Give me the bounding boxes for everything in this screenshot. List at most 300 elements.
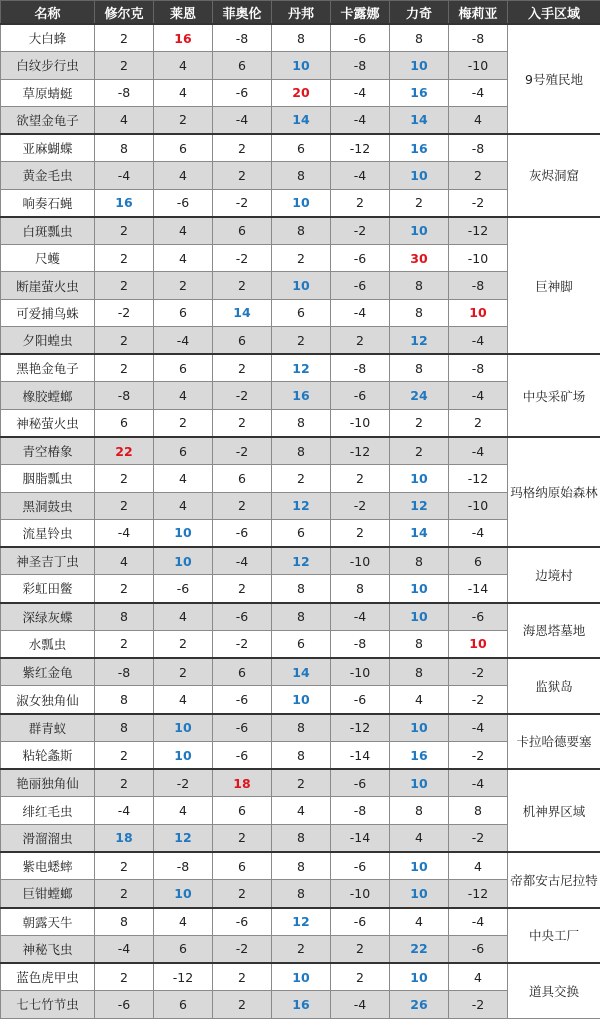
bug-name: 草原蜻蜓 bbox=[1, 79, 95, 106]
affinity-value bbox=[213, 880, 272, 908]
value-text: 8 bbox=[297, 581, 305, 596]
value-text: 6 bbox=[474, 554, 482, 569]
value-text: -2 bbox=[177, 776, 189, 791]
value-text: 2 bbox=[238, 970, 246, 985]
affinity-value bbox=[272, 217, 331, 245]
acquisition-area: 机神界区域 bbox=[508, 769, 600, 852]
affinity-value bbox=[95, 741, 154, 769]
affinity-value bbox=[331, 547, 390, 575]
value-text: 30 bbox=[410, 251, 427, 266]
header-row bbox=[1, 1, 600, 25]
value-text: 16 bbox=[410, 85, 427, 100]
value-text: 2 bbox=[179, 665, 187, 680]
value-text: 16 bbox=[410, 141, 427, 156]
value-text: -4 bbox=[236, 554, 248, 569]
value-text: 8 bbox=[297, 748, 305, 763]
value-text: 2 bbox=[238, 498, 246, 513]
affinity-value bbox=[331, 630, 390, 658]
table-row bbox=[1, 134, 600, 162]
value-text: -4 bbox=[472, 85, 484, 100]
affinity-value bbox=[390, 575, 449, 603]
value-text: 2 bbox=[120, 251, 128, 266]
affinity-value bbox=[449, 79, 508, 106]
affinity-value bbox=[390, 714, 449, 742]
affinity-value bbox=[95, 245, 154, 272]
affinity-value bbox=[213, 409, 272, 437]
value-text: 6 bbox=[179, 141, 187, 156]
affinity-value bbox=[390, 437, 449, 465]
value-text: -4 bbox=[472, 914, 484, 929]
affinity-value bbox=[95, 686, 154, 714]
value-text: 12 bbox=[292, 361, 309, 376]
acquisition-area: 道具交换 bbox=[508, 963, 600, 1018]
table-row bbox=[1, 24, 600, 52]
affinity-value bbox=[213, 162, 272, 189]
affinity-value bbox=[449, 326, 508, 354]
value-text: 2 bbox=[120, 886, 128, 901]
value-text: 2 bbox=[179, 415, 187, 430]
affinity-value bbox=[331, 714, 390, 742]
value-text: 2 bbox=[120, 636, 128, 651]
value-text: -12 bbox=[468, 471, 488, 486]
table-row bbox=[1, 852, 600, 880]
affinity-value bbox=[154, 162, 213, 189]
value-text: -6 bbox=[236, 914, 248, 929]
affinity-value bbox=[331, 245, 390, 272]
value-text: 6 bbox=[238, 333, 246, 348]
affinity-value bbox=[95, 106, 154, 134]
value-text: 22 bbox=[410, 941, 427, 956]
affinity-value bbox=[213, 465, 272, 492]
affinity-value bbox=[331, 824, 390, 852]
affinity-value bbox=[331, 908, 390, 936]
value-text: 8 bbox=[356, 581, 364, 596]
value-text: -12 bbox=[468, 223, 488, 238]
affinity-value bbox=[213, 797, 272, 824]
value-text: 10 bbox=[292, 58, 309, 73]
acquisition-area: 监狱岛 bbox=[508, 658, 600, 714]
value-text: -4 bbox=[472, 720, 484, 735]
affinity-value bbox=[449, 880, 508, 908]
acquisition-area: 边境村 bbox=[508, 547, 600, 603]
affinity-value bbox=[213, 935, 272, 963]
affinity-value bbox=[390, 519, 449, 547]
value-text: -2 bbox=[236, 636, 248, 651]
bug-name: 水瓢虫 bbox=[1, 630, 95, 658]
affinity-value bbox=[449, 547, 508, 575]
affinity-value bbox=[154, 465, 213, 492]
affinity-value bbox=[331, 519, 390, 547]
value-text: -6 bbox=[354, 251, 366, 266]
affinity-value bbox=[272, 24, 331, 52]
table-row bbox=[1, 769, 600, 797]
value-text: -6 bbox=[236, 85, 248, 100]
affinity-value bbox=[213, 658, 272, 686]
affinity-value bbox=[272, 963, 331, 991]
affinity-value bbox=[154, 741, 213, 769]
affinity-value bbox=[272, 741, 331, 769]
acquisition-area: 帝都安古尼拉特 bbox=[508, 852, 600, 908]
affinity-value bbox=[213, 575, 272, 603]
value-text: 16 bbox=[292, 388, 309, 403]
affinity-value bbox=[213, 272, 272, 299]
affinity-value bbox=[390, 409, 449, 437]
bug-name: 朝露天牛 bbox=[1, 908, 95, 936]
affinity-value bbox=[95, 880, 154, 908]
affinity-value bbox=[154, 134, 213, 162]
affinity-value bbox=[272, 52, 331, 79]
value-text: 2 bbox=[179, 636, 187, 651]
value-text: 8 bbox=[474, 803, 482, 818]
table-row bbox=[1, 603, 600, 631]
affinity-value bbox=[449, 991, 508, 1018]
value-text: -6 bbox=[472, 941, 484, 956]
affinity-value bbox=[272, 354, 331, 382]
affinity-value bbox=[331, 437, 390, 465]
affinity-value bbox=[272, 519, 331, 547]
value-text: -8 bbox=[354, 58, 366, 73]
affinity-value bbox=[213, 299, 272, 326]
value-text: 8 bbox=[297, 444, 305, 459]
value-text: -12 bbox=[350, 141, 370, 156]
affinity-value bbox=[272, 245, 331, 272]
affinity-value bbox=[449, 963, 508, 991]
value-text: 12 bbox=[292, 914, 309, 929]
affinity-value bbox=[331, 991, 390, 1018]
bug-name: 响奏石蝇 bbox=[1, 189, 95, 217]
affinity-value bbox=[95, 963, 154, 991]
affinity-value bbox=[390, 189, 449, 217]
value-text: 20 bbox=[292, 85, 309, 100]
value-text: 4 bbox=[120, 554, 128, 569]
value-text: 2 bbox=[120, 498, 128, 513]
affinity-value bbox=[390, 162, 449, 189]
value-text: -8 bbox=[354, 803, 366, 818]
value-text: 10 bbox=[174, 554, 191, 569]
affinity-value bbox=[95, 134, 154, 162]
affinity-value bbox=[154, 299, 213, 326]
value-text: 8 bbox=[297, 830, 305, 845]
value-text: -10 bbox=[468, 498, 488, 513]
bug-name: 橡胶螳螂 bbox=[1, 382, 95, 409]
value-text: 2 bbox=[120, 748, 128, 763]
value-text: -8 bbox=[472, 141, 484, 156]
affinity-value bbox=[154, 797, 213, 824]
value-text: 4 bbox=[179, 803, 187, 818]
affinity-value bbox=[213, 52, 272, 79]
value-text: 10 bbox=[410, 859, 427, 874]
value-text: -8 bbox=[118, 85, 130, 100]
affinity-value bbox=[449, 769, 508, 797]
value-text: -6 bbox=[472, 609, 484, 624]
value-text: 4 bbox=[415, 692, 423, 707]
affinity-value bbox=[449, 465, 508, 492]
value-text: -4 bbox=[472, 776, 484, 791]
affinity-value bbox=[95, 769, 154, 797]
value-text: 6 bbox=[297, 636, 305, 651]
affinity-value bbox=[213, 686, 272, 714]
value-text: -4 bbox=[118, 803, 130, 818]
affinity-value bbox=[272, 189, 331, 217]
affinity-value bbox=[213, 245, 272, 272]
value-text: -10 bbox=[350, 415, 370, 430]
value-text: 2 bbox=[297, 251, 305, 266]
value-text: 2 bbox=[120, 581, 128, 596]
value-text: 10 bbox=[410, 223, 427, 238]
bug-name: 淑女独角仙 bbox=[1, 686, 95, 714]
value-text: 8 bbox=[297, 31, 305, 46]
affinity-value bbox=[390, 963, 449, 991]
affinity-value bbox=[213, 991, 272, 1018]
table-row bbox=[1, 658, 600, 686]
affinity-value bbox=[154, 769, 213, 797]
value-text: 4 bbox=[474, 859, 482, 874]
column-header: 卡露娜 bbox=[331, 1, 390, 25]
value-text: -2 bbox=[236, 195, 248, 210]
value-text: -8 bbox=[236, 31, 248, 46]
bug-name: 青空椿象 bbox=[1, 437, 95, 465]
affinity-value bbox=[95, 382, 154, 409]
affinity-value bbox=[213, 630, 272, 658]
value-text: -14 bbox=[350, 830, 370, 845]
affinity-value bbox=[331, 217, 390, 245]
affinity-value bbox=[390, 465, 449, 492]
value-text: 8 bbox=[120, 914, 128, 929]
value-text: 8 bbox=[415, 554, 423, 569]
value-text: 10 bbox=[174, 525, 191, 540]
value-text: 6 bbox=[179, 361, 187, 376]
value-text: 8 bbox=[297, 859, 305, 874]
value-text: 4 bbox=[415, 914, 423, 929]
value-text: 4 bbox=[179, 168, 187, 183]
affinity-value bbox=[449, 409, 508, 437]
affinity-value bbox=[449, 437, 508, 465]
value-text: -10 bbox=[350, 554, 370, 569]
affinity-value bbox=[390, 686, 449, 714]
table-body bbox=[1, 24, 600, 1018]
affinity-value bbox=[390, 299, 449, 326]
value-text: -12 bbox=[468, 886, 488, 901]
affinity-value bbox=[95, 797, 154, 824]
value-text: 4 bbox=[474, 970, 482, 985]
table-row bbox=[1, 437, 600, 465]
affinity-value bbox=[95, 437, 154, 465]
affinity-value bbox=[390, 935, 449, 963]
value-text: 12 bbox=[292, 498, 309, 513]
affinity-value bbox=[449, 658, 508, 686]
value-text: 2 bbox=[120, 361, 128, 376]
affinity-value bbox=[95, 299, 154, 326]
value-text: -4 bbox=[472, 525, 484, 540]
affinity-value bbox=[331, 79, 390, 106]
affinity-value bbox=[390, 741, 449, 769]
affinity-value bbox=[154, 326, 213, 354]
affinity-value bbox=[331, 354, 390, 382]
affinity-value bbox=[390, 880, 449, 908]
value-text: -6 bbox=[177, 581, 189, 596]
acquisition-area: 巨神脚 bbox=[508, 217, 600, 354]
affinity-value bbox=[154, 603, 213, 631]
value-text: -12 bbox=[350, 444, 370, 459]
value-text: 8 bbox=[120, 692, 128, 707]
affinity-value bbox=[154, 686, 213, 714]
affinity-value bbox=[390, 354, 449, 382]
affinity-value bbox=[95, 991, 154, 1018]
affinity-value bbox=[154, 991, 213, 1018]
acquisition-area: 卡拉哈德要塞 bbox=[508, 714, 600, 770]
value-text: 14 bbox=[410, 525, 427, 540]
value-text: 4 bbox=[179, 471, 187, 486]
value-text: -2 bbox=[472, 830, 484, 845]
value-text: -2 bbox=[472, 665, 484, 680]
column-header: 入手区域 bbox=[508, 1, 600, 25]
affinity-value bbox=[449, 24, 508, 52]
value-text: 2 bbox=[238, 830, 246, 845]
value-text: -6 bbox=[236, 692, 248, 707]
value-text: 8 bbox=[415, 278, 423, 293]
bug-name: 神秘飞虫 bbox=[1, 935, 95, 963]
value-text: 10 bbox=[410, 581, 427, 596]
value-text: -8 bbox=[472, 31, 484, 46]
value-text: 8 bbox=[415, 665, 423, 680]
affinity-value bbox=[272, 603, 331, 631]
value-text: 2 bbox=[297, 776, 305, 791]
value-text: 2 bbox=[238, 361, 246, 376]
affinity-value bbox=[154, 714, 213, 742]
affinity-value bbox=[213, 547, 272, 575]
value-text: 2 bbox=[120, 278, 128, 293]
value-text: 8 bbox=[297, 609, 305, 624]
affinity-value bbox=[449, 935, 508, 963]
affinity-value bbox=[95, 714, 154, 742]
value-text: 2 bbox=[120, 776, 128, 791]
affinity-value bbox=[213, 437, 272, 465]
value-text: 6 bbox=[238, 223, 246, 238]
bug-name: 神圣吉丁虫 bbox=[1, 547, 95, 575]
value-text: 24 bbox=[410, 388, 427, 403]
affinity-value bbox=[390, 908, 449, 936]
affinity-value bbox=[154, 908, 213, 936]
acquisition-area: 中央采矿场 bbox=[508, 354, 600, 437]
affinity-value bbox=[154, 272, 213, 299]
affinity-value bbox=[154, 382, 213, 409]
value-text: 10 bbox=[410, 720, 427, 735]
affinity-value bbox=[272, 162, 331, 189]
value-text: 4 bbox=[474, 112, 482, 127]
affinity-value bbox=[95, 630, 154, 658]
affinity-value bbox=[272, 437, 331, 465]
value-text: 10 bbox=[410, 471, 427, 486]
value-text: -4 bbox=[472, 444, 484, 459]
value-text: 2 bbox=[238, 415, 246, 430]
column-header: 菲奥伦 bbox=[213, 1, 272, 25]
value-text: -4 bbox=[354, 305, 366, 320]
affinity-value bbox=[390, 24, 449, 52]
value-text: 2 bbox=[415, 444, 423, 459]
value-text: 2 bbox=[474, 168, 482, 183]
bug-name: 大白蜂 bbox=[1, 24, 95, 52]
affinity-value bbox=[213, 217, 272, 245]
affinity-value bbox=[95, 52, 154, 79]
affinity-value bbox=[449, 519, 508, 547]
affinity-value bbox=[213, 492, 272, 519]
value-text: 8 bbox=[297, 886, 305, 901]
affinity-value bbox=[95, 852, 154, 880]
bug-name: 夕阳蝗虫 bbox=[1, 326, 95, 354]
value-text: -4 bbox=[354, 609, 366, 624]
value-text: 6 bbox=[238, 803, 246, 818]
affinity-value bbox=[331, 880, 390, 908]
affinity-value bbox=[213, 741, 272, 769]
value-text: 4 bbox=[297, 803, 305, 818]
value-text: 2 bbox=[238, 581, 246, 596]
table-row bbox=[1, 547, 600, 575]
value-text: -4 bbox=[177, 333, 189, 348]
value-text: 2 bbox=[297, 471, 305, 486]
acquisition-area: 9号殖民地 bbox=[508, 24, 600, 134]
value-text: -6 bbox=[236, 609, 248, 624]
affinity-value bbox=[449, 630, 508, 658]
affinity-value bbox=[272, 908, 331, 936]
value-text: 12 bbox=[174, 830, 191, 845]
affinity-value bbox=[213, 908, 272, 936]
affinity-value bbox=[390, 603, 449, 631]
affinity-value bbox=[213, 824, 272, 852]
affinity-value bbox=[272, 326, 331, 354]
affinity-value bbox=[95, 908, 154, 936]
value-text: 14 bbox=[410, 112, 427, 127]
affinity-value bbox=[272, 106, 331, 134]
value-text: -6 bbox=[354, 859, 366, 874]
bug-name: 艳丽独角仙 bbox=[1, 769, 95, 797]
value-text: 16 bbox=[115, 195, 132, 210]
affinity-value bbox=[449, 686, 508, 714]
value-text: -4 bbox=[354, 112, 366, 127]
value-text: -4 bbox=[472, 333, 484, 348]
bug-name: 蓝色虎甲虫 bbox=[1, 963, 95, 991]
value-text: -8 bbox=[118, 388, 130, 403]
affinity-value bbox=[95, 603, 154, 631]
value-text: 2 bbox=[356, 195, 364, 210]
affinity-value bbox=[331, 106, 390, 134]
affinity-value bbox=[95, 658, 154, 686]
value-text: -12 bbox=[173, 970, 193, 985]
bug-name: 可爱捕鸟蛛 bbox=[1, 299, 95, 326]
value-text: -6 bbox=[354, 278, 366, 293]
affinity-value bbox=[272, 465, 331, 492]
affinity-value bbox=[213, 603, 272, 631]
value-text: -6 bbox=[354, 914, 366, 929]
value-text: -10 bbox=[468, 58, 488, 73]
value-text: 2 bbox=[356, 333, 364, 348]
value-text: -6 bbox=[236, 748, 248, 763]
affinity-value bbox=[331, 326, 390, 354]
acquisition-area: 中央工厂 bbox=[508, 908, 600, 964]
affinity-value bbox=[331, 686, 390, 714]
value-text: 16 bbox=[410, 748, 427, 763]
value-text: 6 bbox=[238, 665, 246, 680]
affinity-value bbox=[272, 797, 331, 824]
affinity-value bbox=[449, 852, 508, 880]
value-text: 10 bbox=[410, 58, 427, 73]
column-header: 丹邦 bbox=[272, 1, 331, 25]
affinity-value bbox=[331, 272, 390, 299]
affinity-value bbox=[213, 852, 272, 880]
affinity-value bbox=[272, 935, 331, 963]
affinity-value bbox=[213, 769, 272, 797]
affinity-value bbox=[154, 106, 213, 134]
affinity-value bbox=[272, 272, 331, 299]
